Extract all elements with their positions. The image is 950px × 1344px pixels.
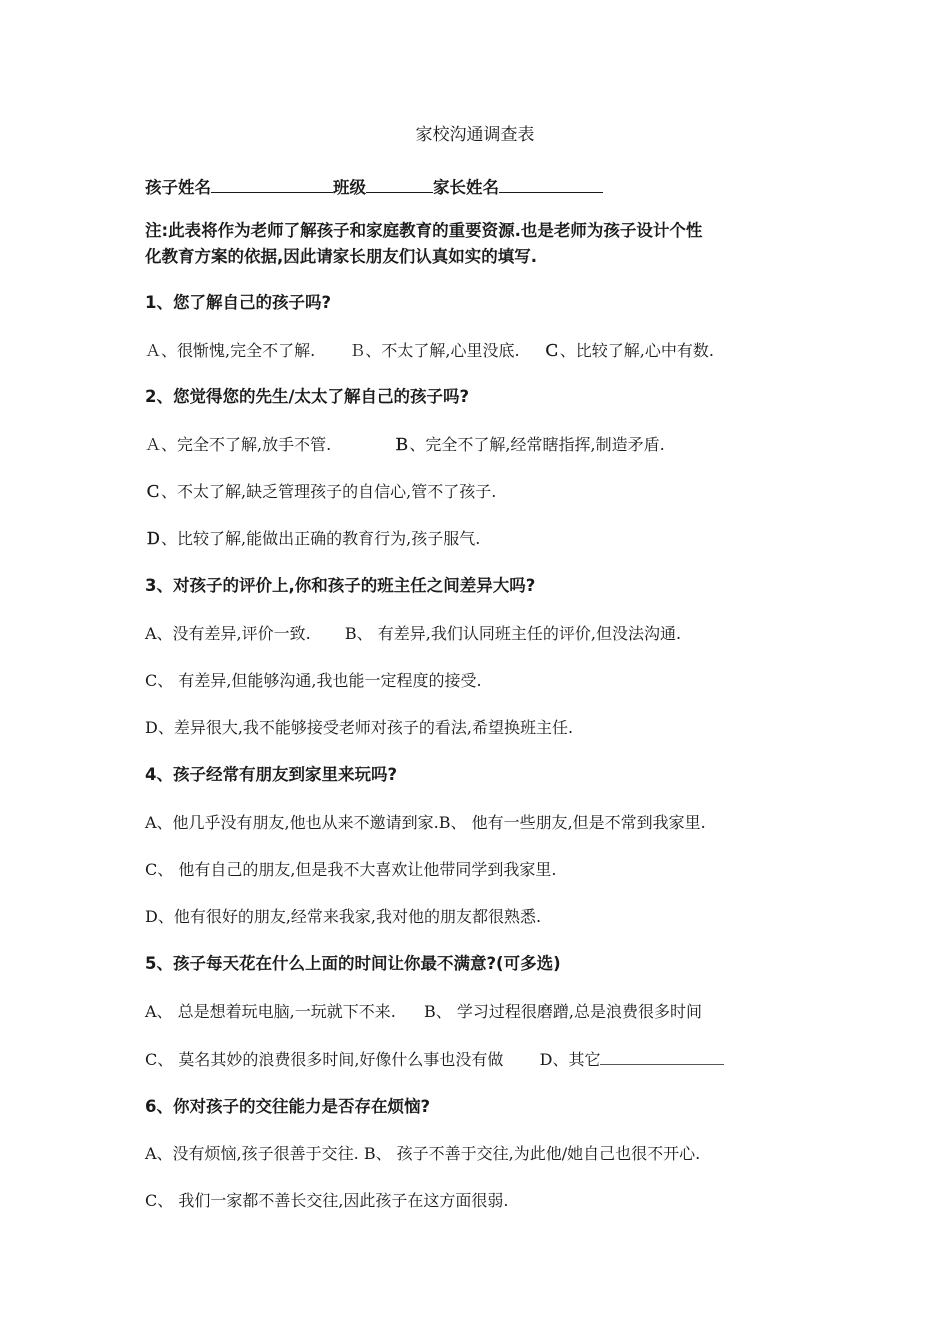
q4-option-ab: A、他几乎没有朋友,他也从来不邀请到家.B、 他有一些朋友,但是不常到我家里. — [145, 813, 706, 832]
child-name-blank[interactable] — [211, 174, 333, 193]
q2-option-c-label: Ｃ — [145, 482, 162, 501]
q2-option-d-row — [145, 528, 480, 550]
q2-option-b: 、完全不了解,经常瞎指挥,制造矛盾. — [409, 435, 665, 454]
class-blank[interactable] — [366, 174, 433, 193]
parent-name-label: 家长姓名 — [433, 178, 499, 197]
q5-option-a: A、 总是想着玩电脑,一玩就下不来. — [145, 1002, 396, 1021]
q3-option-c: C、 有差异,但能够沟通,我也能一定程度的接受. — [145, 671, 482, 690]
q1-options-row — [145, 340, 714, 362]
q5-option-b: B、 学习过程很磨蹭,总是浪费很多时间 — [424, 1002, 702, 1021]
q6-option-ab: A、没有烦恼,孩子很善于交往. B、 孩子不善于交往,为此他/她自己也很不开心. — [145, 1144, 701, 1163]
q1-option-c: 、比较了解,心中有数. — [559, 341, 714, 360]
q3-option-b: B、 有差异,我们认同班主任的评价,但没法沟通. — [344, 624, 682, 643]
q2-option-c-row — [145, 481, 496, 503]
q1-option-a: Ａ、很惭愧,完全不了解. — [145, 341, 316, 360]
q2-option-b-label: Ｂ — [393, 435, 410, 454]
q5-options-row-cd — [145, 1048, 724, 1071]
q1-option-b: Ｂ、不太了解,心里没底. — [349, 341, 520, 360]
question-5: 5、孩子每天花在什么上面的时间让你最不满意?(可多选) — [145, 954, 561, 973]
q2-option-d-label: Ｄ — [145, 529, 162, 548]
question-1: 1、您了解自己的孩子吗? — [145, 293, 332, 312]
q4-option-c: C、 他有自己的朋友,但是我不大喜欢让他带同学到我家里. — [145, 860, 557, 879]
q4-option-d: D、他有很好的朋友,经常来我家,我对他的朋友都很熟悉. — [145, 907, 542, 926]
q5-options-row-ab — [145, 1001, 702, 1023]
question-2: 2、您觉得您的先生/太太了解自己的孩子吗? — [145, 387, 470, 406]
q5-option-c: C、 莫名其妙的浪费很多时间,好像什么事也没有做 — [145, 1050, 504, 1069]
class-label: 班级 — [333, 178, 366, 197]
parent-name-blank[interactable] — [499, 174, 603, 193]
q5-other-blank[interactable] — [600, 1048, 724, 1065]
question-6: 6、你对孩子的交往能力是否存在烦恼? — [145, 1097, 431, 1116]
q3-option-d: D、差异很大,我不能够接受老师对孩子的看法,希望换班主任. — [145, 718, 574, 737]
q5-option-d: D、其它 — [539, 1050, 601, 1069]
q2-option-d: 、比较了解,能做出正确的教育行为,孩子服气. — [161, 529, 481, 548]
note-line-2: 化教育方案的依据,因此请家长朋友们认真如实的填写. — [145, 247, 538, 266]
q3-options-row-ab — [145, 623, 681, 645]
q1-option-c-label: Ｃ — [543, 341, 560, 360]
q6-option-c: C、 我们一家都不善长交往,因此孩子在这方面很弱. — [145, 1191, 509, 1210]
q2-option-c: 、不太了解,缺乏管理孩子的自信心,管不了孩子. — [161, 482, 497, 501]
header-fields-row — [145, 174, 603, 199]
document-title: 家校沟通调查表 — [415, 125, 535, 145]
q2-option-a: Ａ、完全不了解,放手不管. — [145, 435, 332, 454]
question-3: 3、对孩子的评价上,你和孩子的班主任之间差异大吗? — [145, 576, 536, 595]
question-4: 4、孩子经常有朋友到家里来玩吗? — [145, 765, 398, 784]
note-line-1: 注:此表将作为老师了解孩子和家庭教育的重要资源.也是老师为孩子设计个性 — [145, 221, 703, 240]
q3-option-a: A、没有差异,评价一致. — [145, 624, 311, 643]
q2-options-row-ab — [145, 434, 665, 456]
child-name-label: 孩子姓名 — [145, 178, 211, 197]
